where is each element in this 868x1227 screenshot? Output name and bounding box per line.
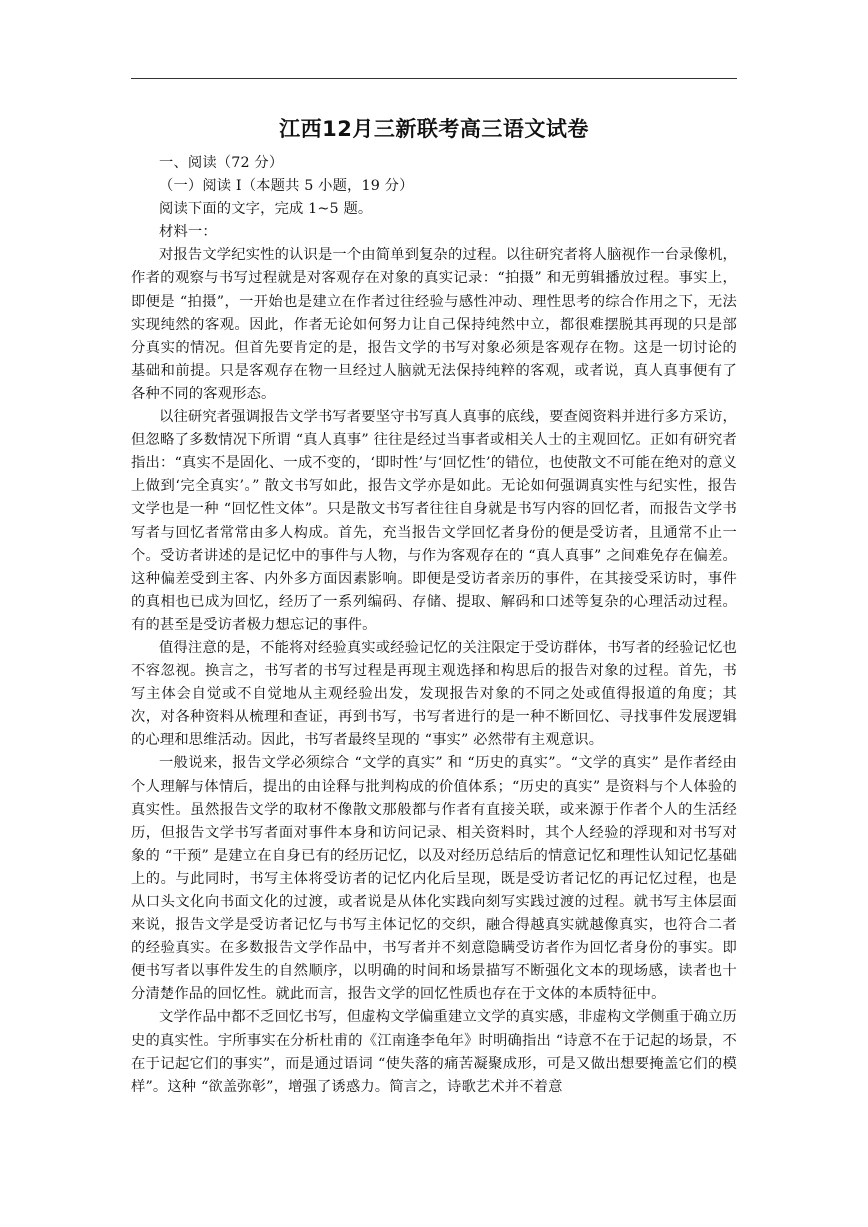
body-paragraph-5: 文学作品中都不乏回忆书写，但虚构文学偏重建立文学的真实感，非虚构文学侧重于确立历史的真实性。宇所事实在分析杜甫的《江南逢李龟年》时明确指出 “诗意不在于记起的场景，不在于记起它们的事实”，而是通过语词 “使失落的痛苦凝聚成形，可是又做出想要掩盖它们的模样”。这种 “欲盖弥彰”，增强了诱惑力。简言之，诗歌艺术并不着意	[131, 1009, 737, 1095]
body-paragraph-3: 值得注意的是，不能将对经验真实或经验记忆的关注限定于受访群体，书写者的经验记忆也不容忽视。换言之，书写者的书写过程是再现主观选择和构思后的报告对象的过程。首先，书写主体会自觉或不自觉地从主观经验出发，发现报告对象的不同之处或值得报道的角度；其次，对各种资料从梳理和查证，再到书写，书写者进行的是一种不断回忆、寻找事件发展逻辑的心理和思维活动。因此，书写者最终呈现的 “事实” 必然带有主观意识。	[131, 639, 737, 749]
subsection-heading: （一）阅读 Ⅰ（本题共 5 小题，19 分）	[159, 178, 414, 195]
exam-title: 江西12月三新联考高三语文试卷	[279, 117, 589, 141]
instruction-text: 阅读下面的文字，完成 1~5 题。	[159, 201, 373, 218]
section-heading: 一、阅读（72 分）	[159, 155, 284, 171]
body-paragraph-4: 一般说来，报告文学必须综合 “文学的真实” 和 “历史的真实”。“文学的真实” 是作者经由个人理解与体情后，提出的由诠释与批判构成的价值体系；“历史的真实” 是资料与个人体验的真实性。虽然报告文学的取材不像散文那般都与作者有直接关联，或来源于作者个人的生活经历，但报告文学书写者面对事件本身和访问记录、相关资料时，其个人经验的浮现和对书写对象的 “干预” 是建立在自身已有的经历记忆，以及对经历总结后的情意记忆和理性认知记忆基础上的。与此同时，书写主体将受访者的记忆内化后呈现，既是受访者记忆的再记忆过程，也是从口头文化向书面文化的过渡，或者说是从体化实践向刻写实践过渡的过程。就书写主体层面来说，报告文学是受访者记忆与书写主体记忆的交织，融合得越真实就越像真实，也符合二者的经验真实。在多数报告文学作品中，书写者并不刻意隐瞒受访者作为回忆者身份的事实。即便书写者以事件发生的自然顺序，以明确的时间和场景描写不断强化文本的现场感，读者也十分清楚作品的回忆性。就此而言，报告文学的回忆性质也存在于文体的本质特征中。	[131, 755, 737, 1003]
body-paragraph-2: 以往研究者强调报告文学书写者要坚守书写真人真事的底线，要查阅资料并进行多方采访，但忽略了多数情况下所谓 “真人真事” 往往是经过当事者或相关人士的主观回忆。正如有研究者指出：“真实不是固化、一成不变的，‘即时性’与‘回忆性’的错位，也使散文不可能在绝对的意义上做到‘完全真实’。” 散文书写如此，报告文学亦是如此。无论如何强调真实性与纪实性，报告文学也是一种 “回忆性文体”。只是散文书写者往往自身就是书写内容的回忆者，而报告文学书写者与回忆者常常由多人构成。首先，充当报告文学回忆者身份的便是受访者，且通常不止一个。受访者讲述的是记忆中的事件与人物，与作为客观存在的 “真人真事” 之间难免存在偏差。这种偏差受到主客、内外多方面因素影响。即便是受访者亲历的事件，在其接受采访时，事件的真相也已成为回忆，经历了一系列编码、存储、提取、解码和口述等复杂的心理活动过程。有的甚至是受访者极力想忘记的事件。	[131, 409, 737, 633]
header-rule	[131, 78, 737, 79]
body-paragraph-1: 对报告文学纪实性的认识是一个由简单到复杂的过程。以往研究者将人脑视作一台录像机，作者的观察与书写过程就是对客观存在对象的真实记录：“拍摄” 和无剪辑播放过程。事实上，即便是 “拍摄”，一开始也是建立在作者过往经验与感性冲动、理性思考的综合作用之下，无法实现纯然的客观。因此，作者无论如何努力让自己保持纯然中立，都很难摆脱其再现的只是部分真实的情况。但首先要肯定的是，报告文学的书写对象必须是客观存在物。这是一切讨论的基础和前提。只是客观存在物一旦经过人脑就无法保持纯粹的客观，或者说，真人真事便有了各种不同的客观形态。	[131, 247, 737, 402]
material-label: 材料一：	[159, 224, 217, 241]
reading-content	[131, 152, 737, 1099]
